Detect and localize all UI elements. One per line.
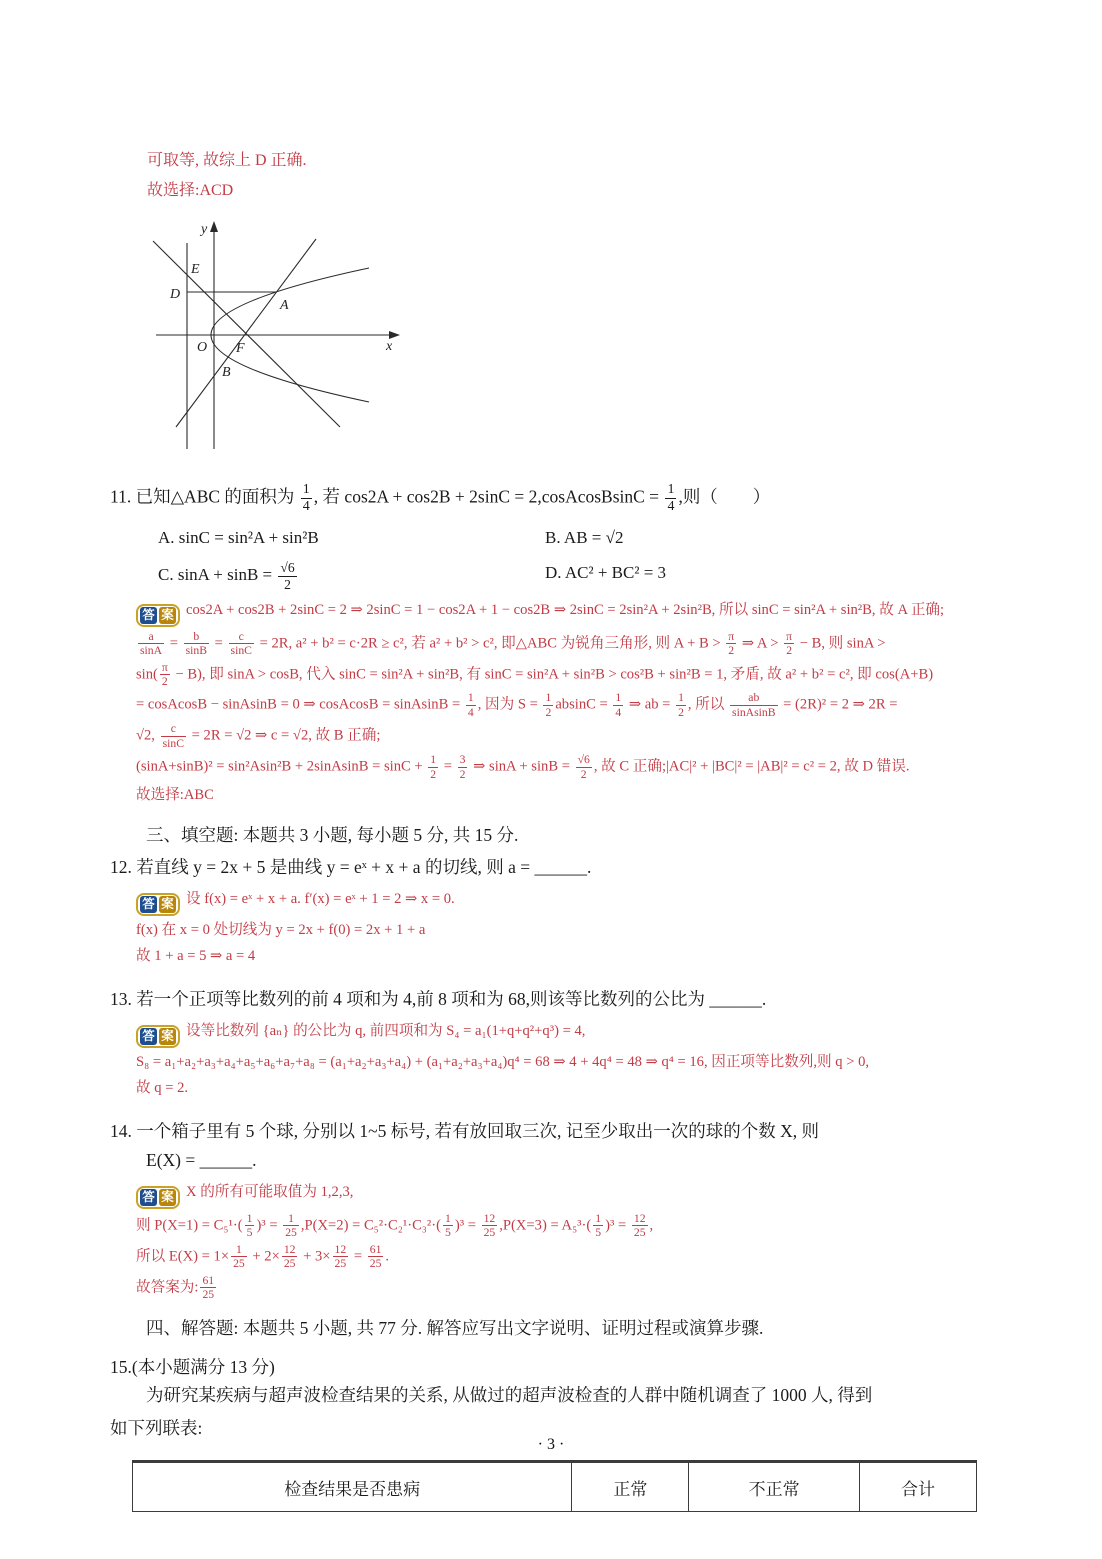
answer-badge [136,604,180,627]
question-15-paragraph: 为研究某疾病与超声波检查结果的关系, 从做过的超声波检查的人群中随机调查了 1000 人, 得到 [146,1385,873,1406]
answer-line-text: cos2A + cos2B + 2sinC = 2 ⇒ 2sinC = 1 − cos2A + 1 − cos2B ⇒ 2sinC = 2sin²A + 2sin²B, 所以 sinC = sin²A + sin²B, 故 A 正确; [186,601,945,618]
answer-line: S₈ = a₁+a₂+a₃+a₄+a₅+a₆+a₇+a₈ = (a₁+a₂+a₃+a₄) + (a₁+a₂+a₃+a₄)q⁴ = 68 ⇒ 4 + 4q⁴ = 48 ⇒ q⁴ = 16, 因正项等比数列,则 q > 0, [136,1053,870,1070]
note-line: 可取等, 故综上 D 正确. [147,152,307,169]
answer-block-14 [136,1181,994,1302]
question-14-stem-blank: E(X) = ______. [146,1149,257,1170]
question-15-paragraph: 如下列联表: [110,1417,203,1438]
note-line: 故选择:ACD [147,182,234,200]
question-11-stem: 11. 已知△ABC 的面积为 $\frac{1}{4}$ , 若 cos2A + cos2B + 2sinC = 2,cosAcosBsinC = $\frac{1}{4}$ ,则（ ） [110,481,771,514]
question-13-stem: 13. 若一个正项等比数列的前 4 项和为 4,前 8 项和为 68,则该等比数列的公比为 ______. [110,988,767,1009]
label-A: A [280,297,289,313]
page-content [110,146,994,1512]
question-14 [110,1117,994,1301]
parabola-figure-svg [148,221,458,451]
label-y: y [201,221,208,237]
answer-line: 故 q = 2. [136,1080,189,1097]
x-axis-arrow [389,331,400,339]
question-13 [110,985,994,1101]
answer-line: 所以 E(X) = 1× $\frac{1}{25}$ + 2× $\frac{12}{25}$ + 3× $\frac{12}{25}$ = $\frac{61}{25}$ . [136,1242,390,1271]
question-14-stem: 14. 一个箱子里有 5 个球, 分别以 1~5 标号, 若有放回取三次, 记至少取出一次的球的个数 X, 则 [110,1121,819,1142]
answer-badge [136,1186,180,1209]
answer-line: 故答案为: $\frac{61}{25}$ [136,1273,215,1301]
page-number: · 3 · [537,1436,565,1453]
y-axis-arrow [210,221,218,232]
coordinate-figure [148,221,994,456]
answer-badge [136,893,180,916]
badge-char-an: 案 [159,1189,176,1206]
section-heading-solutions: 四、解答题: 本题共 5 小题, 共 77 分. 解答应写出文字说明、证明过程或演算步骤. [146,1318,764,1339]
badge-char-da: 答 [140,607,157,624]
badge-char-da: 答 [140,1028,157,1045]
table-header-cell: 合计 [860,1462,977,1512]
label-E: E [191,261,200,277]
answer-badge [136,1025,180,1048]
question-11-options [158,525,994,593]
answer-line: f(x) 在 x = 0 处切线为 y = 2x + f(0) = 2x + 1 + a [136,921,426,938]
label-B: B [222,364,231,380]
table-header-row [133,1462,977,1512]
contingency-table [132,1460,977,1512]
option-c: C. sinA + sinB = $\frac{√6}{2}$ [158,560,295,593]
answer-line: 则 P(X=1) = C₅¹·( $\frac{1}{5}$ )³ = $\frac{1}{25}$ ,P(X=2) = C₅²·C₂¹·C₃²·( $\frac{1}{5}$ )³ = $\frac{12}{25}$ ,P(X=3) = A₅³·( $\frac{1}{5}$ )³ = $\frac{12}{25}$ , [136,1211,654,1240]
label-x: x [386,338,393,354]
option-b: B. AB = √2 [545,527,624,547]
option-a: A. sinC = sin²A + sin²B [158,527,319,547]
answer-line [136,1181,994,1209]
label-O: O [197,339,208,355]
label-F: F [236,340,245,356]
table-header-cell: 正常 [572,1462,689,1512]
answer-line: 故选择:ABC [136,787,214,804]
question-11 [110,482,994,808]
answer-block-12 [136,888,994,969]
answer-line-text: X 的所有可能取值为 1,2,3, [186,1183,354,1200]
answer-line: √2, $\frac{c}{\sin C}$ = 2R = √2 ⇒ c = √2, 故 B 正确; [136,722,381,750]
answer-line: sin( $\frac{\pi}{2}$ − B), 即 sinA > cosB, 代入 sinC = sin²A + sin²B, 有 sinC = sin²A + sin²B > cos²B + sin²B = 1, 矛盾, 故 a² + b² = c², 即 cos(A+B) [136,660,934,689]
badge-char-an: 案 [159,1028,176,1045]
badge-char-da: 答 [140,1189,157,1206]
table-header-cell: 不正常 [689,1462,860,1512]
badge-char-an: 案 [159,607,176,624]
answer-line [136,599,994,627]
question-15-heading: 15.(本小题满分 13 分) [110,1357,275,1378]
label-D: D [170,286,181,302]
answer-line [136,888,994,916]
table-header-cell: 检查结果是否患病 [133,1462,572,1512]
chord-line-negative-slope [153,241,340,427]
badge-char-da: 答 [140,896,157,913]
answer-line-text: 设等比数列 {aₙ} 的公比为 q, 前四项和为 S₄ = a₁(1+q+q²+q³) = 4, [186,1022,586,1039]
badge-char-an: 案 [159,896,176,913]
section-heading-fill-blanks: 三、填空题: 本题共 3 小题, 每小题 5 分, 共 15 分. [146,824,519,845]
answer-line [136,1020,994,1048]
answer-line: $\frac{a}{\sin A}$ = $\frac{b}{\sin B}$ = $\frac{c}{\sin C}$ = 2R, a² + b² = c·2R ≥ c², 若 a² + b² > c², 即△ABC 为锐角三角形, 则 A + B > $\frac{\pi}{2}$ ⇒ A > $\frac{\pi}{2}$ − B, 则 sinA > [140,629,886,658]
question-15 [110,1354,994,1512]
question-12 [110,853,994,969]
answer-line-text: 设 f(x) = eˣ + x + a. f′(x) = eˣ + 1 = 2 ⇒ x = 0. [186,890,455,907]
answer-line: 故 1 + a = 5 ⇒ a = 4 [136,948,256,965]
option-d: D. AC² + BC² = 3 [545,563,667,583]
answer-block-11 [136,599,994,808]
answer-note-conclusion [147,146,994,207]
answer-line: (sinA+sinB)² = sin²Asin²B + 2sinAsinB = sinC + $\frac{1}{2}$ = $\frac{3}{2}$ ⇒ sinA + sinB = $\frac{√6}{2}$ , 故 C 正确;|AC|² + |BC|² = |AB|² = c² = 2, 故 D 错误. [136,753,910,781]
question-12-stem: 12. 若直线 y = 2x + 5 是曲线 y = eˣ + x + a 的切线, 则 a = ______. [110,856,592,877]
answer-line: = cosAcosB − sinAsinB = 0 ⇒ cosAcosB = sinAsinB = $\frac{1}{4}$ , 因为 S = $\frac{1}{2}$ absinC = $\frac{1}{4}$ ⇒ ab = $\frac{1}{2}$ , 所以 $\frac{ab}{\text{sinAsinB}}$ = (2R)² = 2 ⇒ 2R = [136,691,898,719]
answer-block-13 [136,1020,994,1101]
